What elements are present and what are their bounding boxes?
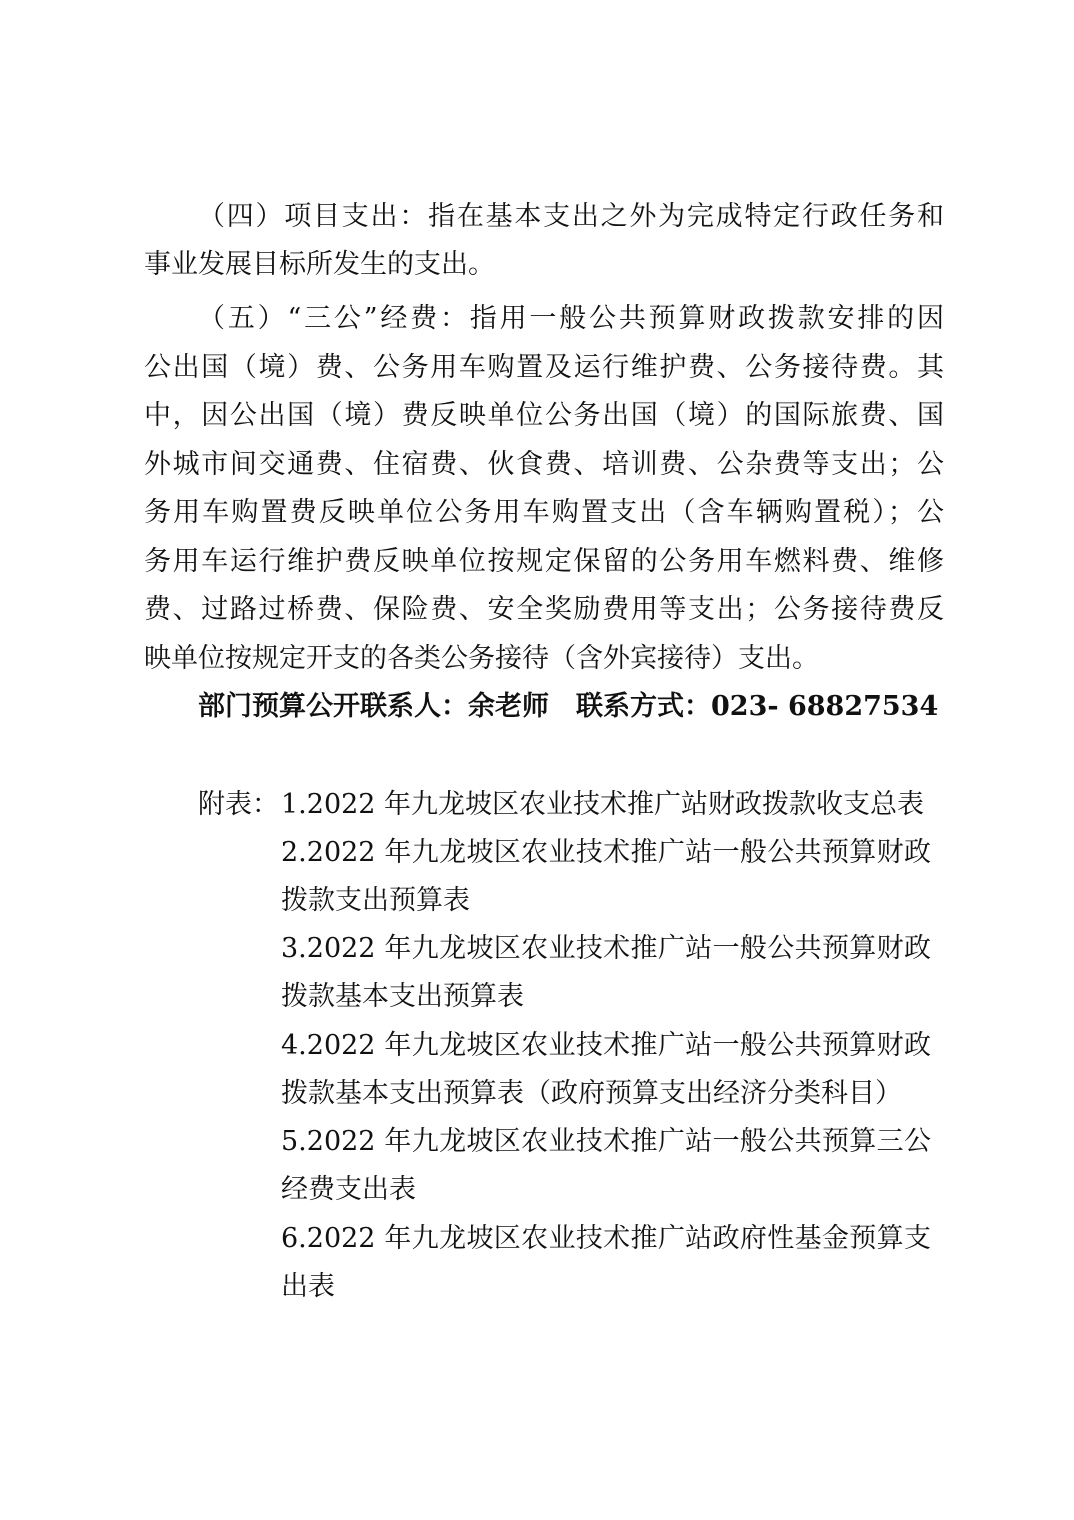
paragraph-5-line-3: 中，因公出国（境）费反映单位公务出国（境）的国际旅费、国	[144, 400, 944, 431]
paragraph-5-line-1: （五）“三公”经费：指用一般公共预算财政拨款安排的因	[198, 303, 944, 334]
paragraph-5-line-5: 务用车购置费反映单位公务用车购置支出（含车辆购置税）；公	[144, 497, 944, 528]
paragraph-4-line-1: （四）项目支出：指在基本支出之外为完成特定行政任务和	[198, 201, 944, 232]
appendix-item-2-line-2: 拨款支出预算表	[281, 885, 470, 916]
contact-info: 部门预算公开联系人：余老师 联系方式：023- 68827534	[198, 691, 939, 722]
appendix-item-5-line-1: 5.2022 年九龙坡区农业技术推广站一般公共预算三公	[281, 1126, 931, 1157]
paragraph-5-line-7: 费、过路过桥费、保险费、安全奖励费用等支出；公务接待费反	[144, 594, 944, 625]
paragraph-5-line-6: 务用车运行维护费反映单位按规定保留的公务用车燃料费、维修	[144, 546, 944, 577]
appendix-item-2-line-1: 2.2022 年九龙坡区农业技术推广站一般公共预算财政	[281, 837, 931, 868]
appendix-item-3-line-1: 3.2022 年九龙坡区农业技术推广站一般公共预算财政	[281, 933, 931, 964]
paragraph-4-line-2: 事业发展目标所发生的支出。	[144, 249, 495, 280]
appendix-item-5-line-2: 经费支出表	[281, 1174, 416, 1205]
appendix-item-6-line-1: 6.2022 年九龙坡区农业技术推广站政府性基金预算支	[281, 1223, 931, 1254]
appendix-item-4-line-2: 拨款基本支出预算表（政府预算支出经济分类科目）	[281, 1078, 902, 1109]
appendix-item-3-line-2: 拨款基本支出预算表	[281, 981, 524, 1012]
appendix-item-4-line-1: 4.2022 年九龙坡区农业技术推广站一般公共预算财政	[281, 1030, 931, 1061]
paragraph-5-line-4: 外城市间交通费、住宿费、伙食费、培训费、公杂费等支出；公	[144, 449, 944, 480]
appendix-item-6-line-2: 出表	[281, 1271, 335, 1302]
paragraph-5-line-2: 公出国（境）费、公务用车购置及运行维护费、公务接待费。其	[144, 352, 944, 383]
appendix-label: 附表：	[198, 789, 279, 820]
paragraph-5-line-8: 映单位按规定开支的各类公务接待（含外宾接待）支出。	[144, 643, 819, 674]
appendix-item-1-line-1: 1.2022 年九龙坡区农业技术推广站财政拨款收支总表	[281, 789, 925, 820]
